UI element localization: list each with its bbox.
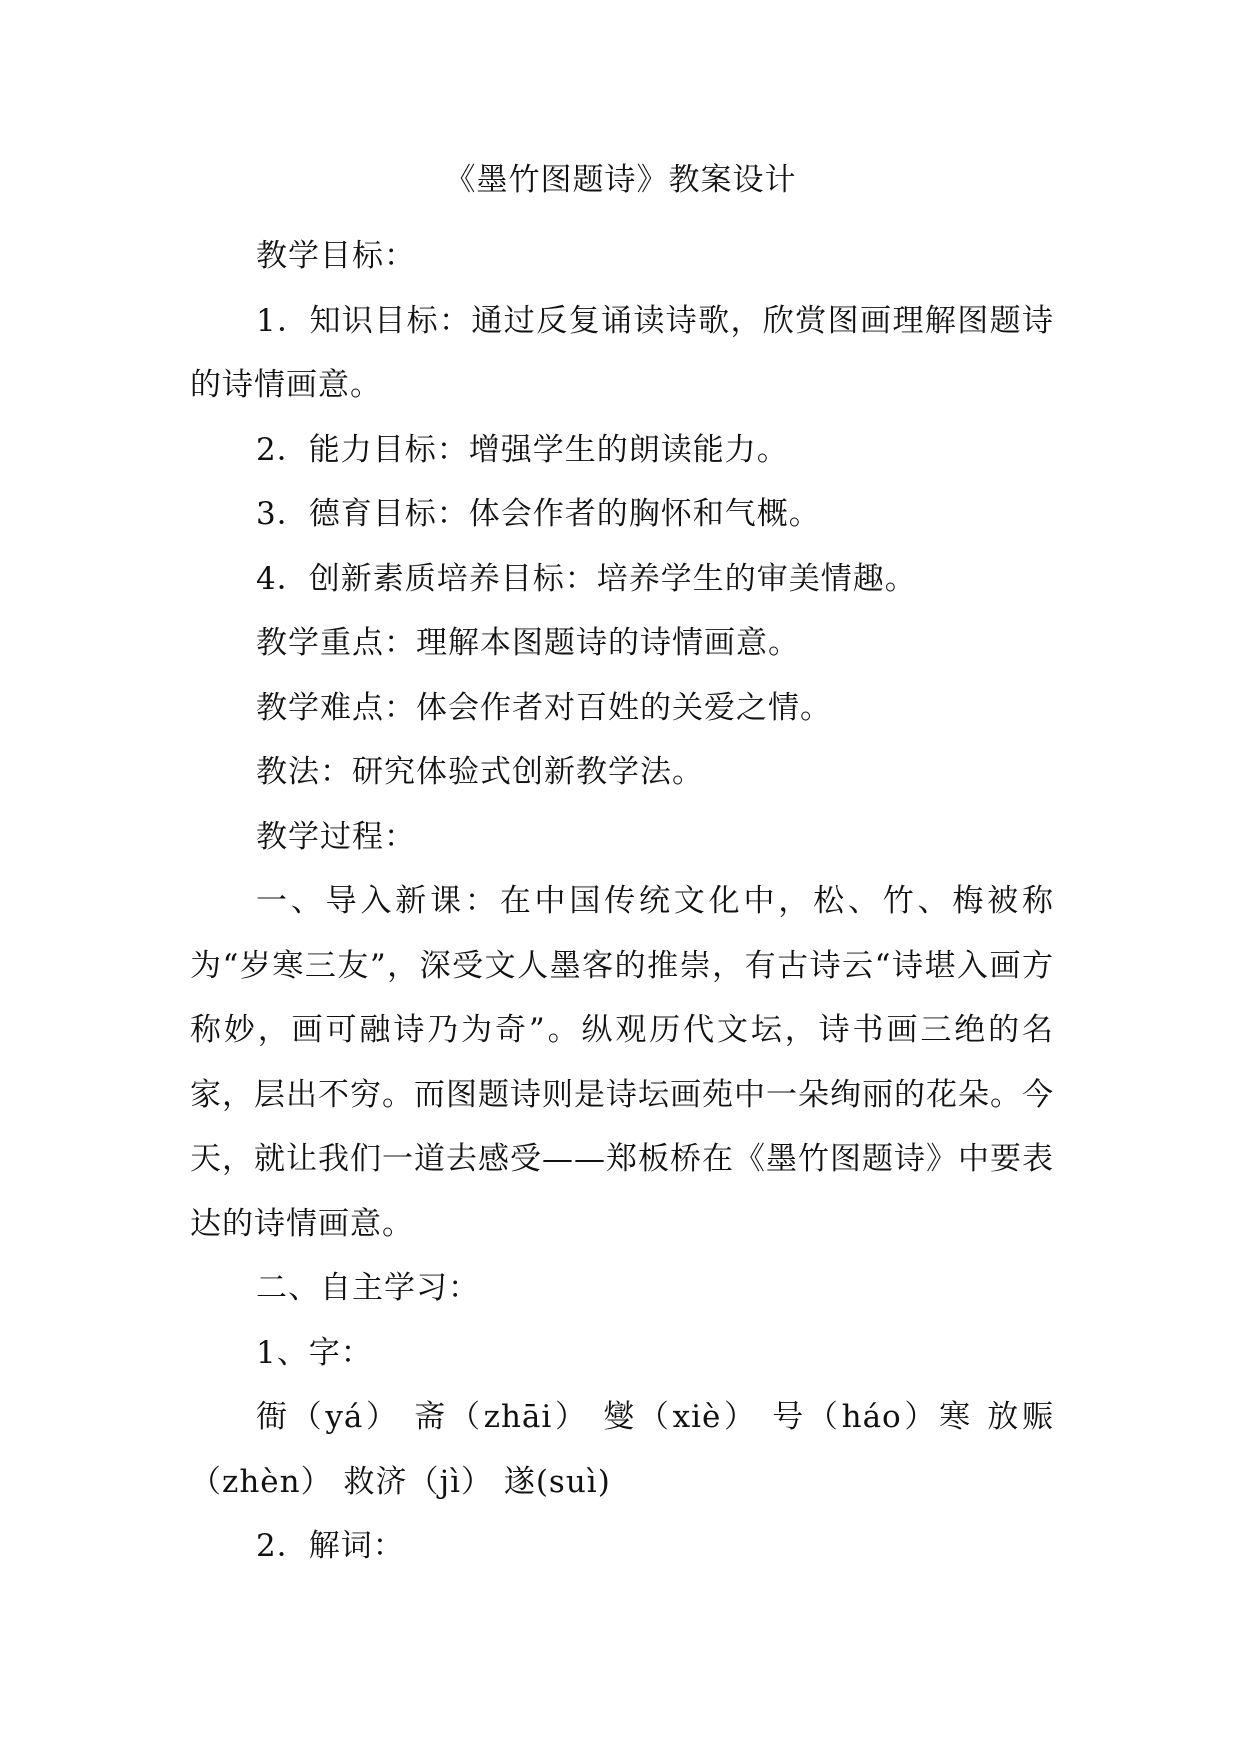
document-body: [190, 224, 1054, 1579]
paragraph-difficulty: 教学难点：体会作者对百姓的关爱之情。: [256, 689, 832, 726]
paragraph-characters-heading: 1、字：: [256, 1334, 373, 1371]
paragraph-teaching-goals-heading: 教学目标：: [256, 238, 416, 274]
document-title: 《墨竹图题诗》教案设计: [444, 162, 797, 198]
paragraph-pinyin-list: 衙（yá） 斋（zhāi） 燮（xiè） 号（háo）寒 放赈（zhèn） 救济（jì） 遂(suì): [190, 1399, 1054, 1500]
paragraph-introduction: 一、导入新课：在中国传统文化中，松、竹、梅被称为“岁寒三友”，深受文人墨客的推崇，有古诗云“诗堪入画方称妙，画可融诗乃为奇”。纵观历代文坛，诗书画三绝的名家，层出不穷。而图题诗则是诗坛画苑中一朵绚丽的花朵。今天，就让我们一道去感受——郑板桥在《墨竹图题诗》中要表达的诗情画意。: [190, 883, 1054, 1242]
paragraph-key-point: 教学重点：理解本图题诗的诗情画意。: [256, 625, 800, 661]
paragraph-knowledge-goal: 1．知识目标：通过反复诵读诗歌，欣赏图画理解图题诗的诗情画意。: [190, 302, 1054, 403]
paragraph-self-study-heading: 二、自主学习：: [256, 1270, 480, 1306]
paragraph-process-heading: 教学过程：: [256, 818, 416, 855]
paragraph-ability-goal: 2．能力目标：增强学生的朗读能力。: [256, 431, 789, 468]
paragraph-vocabulary-heading: 2．解词：: [256, 1528, 405, 1564]
paragraph-innovation-goal: 4．创新素质培养目标：培养学生的审美情趣。: [256, 560, 917, 597]
paragraph-method: 教法：研究体验式创新教学法。: [256, 754, 704, 790]
paragraph-moral-goal: 3．德育目标：体会作者的胸怀和气概。: [256, 496, 821, 532]
